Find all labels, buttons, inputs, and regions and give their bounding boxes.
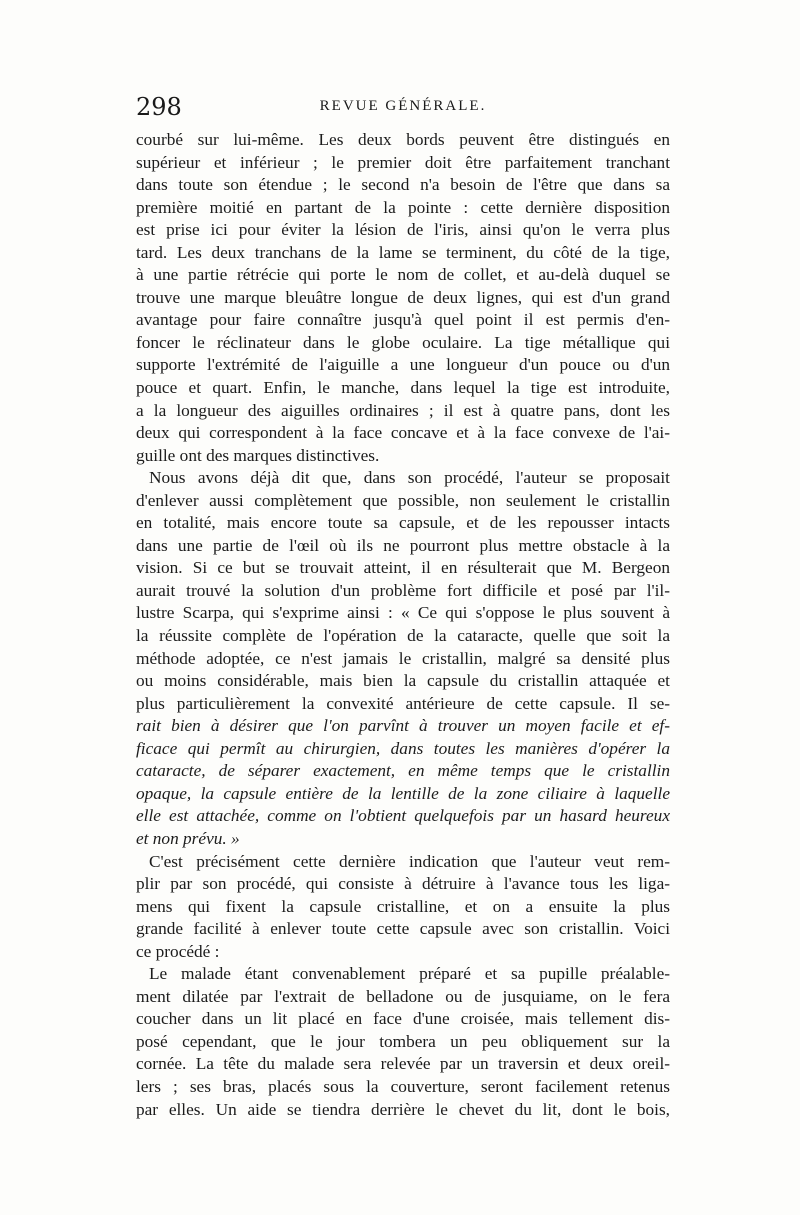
text-line: foncer le réclinateur dans le globe oculaire. La tige métallique qui	[136, 332, 670, 352]
italic-text-line: opaque, la capsule entière de la lentille de la zone ciliaire à laquelle	[136, 783, 670, 803]
text-line: lers ; ses bras, placés sous la couverture, seront facilement retenus	[136, 1076, 670, 1096]
text-line: grande facilité à enlever toute cette capsule avec son cristallin. Voici	[136, 919, 670, 939]
text-line: en totalité, mais encore toute sa capsule, et de les repousser intacts	[136, 513, 670, 533]
text-line: méthode adoptée, ce n'est jamais le cristallin, malgré sa densité plus	[136, 648, 670, 668]
text-line: dans toute son étendue ; le second n'a besoin de l'être que dans sa	[136, 175, 670, 195]
text-line: tard. Les deux tranchans de la lame se terminent, du côté de la tige,	[136, 242, 670, 262]
text-line: par elles. Un aide se tiendra derrière le chevet du lit, dont le bois,	[136, 1099, 670, 1119]
text-line: est prise ici pour éviter la lésion de l'iris, ainsi qu'on le verra plus	[136, 220, 670, 240]
text-line: ce procédé :	[136, 941, 220, 961]
text-line: Nous avons déjà dit que, dans son procédé, l'auteur se proposait	[149, 468, 670, 488]
text-line: aurait trouvé la solution d'un problème fort difficile et posé par l'il-	[136, 580, 670, 600]
text-line: la réussite complète de l'opération de la cataracte, quelle que soit la	[136, 626, 670, 646]
text-line: lustre Scarpa, qui s'exprime ainsi : « Ce qui s'oppose le plus souvent à	[136, 603, 670, 623]
page-number: 298	[136, 93, 182, 121]
text-line: cornée. La tête du malade sera relevée par un traversin et deux oreil-	[136, 1054, 670, 1074]
italic-text-line: cataracte, de séparer exactement, en même temps que le cristallin	[136, 761, 670, 781]
text-line: dans une partie de l'œil où ils ne pourront plus mettre obstacle à la	[136, 535, 670, 555]
page-header	[136, 93, 670, 123]
text-line: à une partie rétrécie qui porte le nom de collet, et au-delà duquel se	[136, 265, 670, 285]
text-line: ment dilatée par l'extrait de belladone ou de jusquiame, on le fera	[136, 986, 670, 1006]
text-line: plir par son procédé, qui consiste à détruire à l'avance tous les liga-	[136, 874, 670, 894]
text-line: avantage pour faire connaître jusqu'à quel point il est permis d'en-	[136, 310, 670, 330]
text-line: pouce et quart. Enfin, le manche, dans lequel la tige est introduite,	[136, 378, 670, 398]
text-line: C'est précisément cette dernière indication que l'auteur veut rem-	[149, 851, 670, 871]
italic-text-line: rait bien à désirer que l'on parvînt à trouver un moyen facile et ef-	[136, 716, 670, 736]
text-line: courbé sur lui-même. Les deux bords peuvent être distingués en	[136, 130, 670, 149]
text-line: deux qui correspondent à la face concave et à la face convexe de l'ai-	[136, 423, 670, 443]
text-line: ou moins considérable, mais bien la capsule du cristallin attaquée et	[136, 671, 670, 691]
text-line: plus particulièrement la convexité antérieure de cette capsule. Il se-	[136, 693, 670, 713]
text-line: coucher dans un lit placé en face d'une croisée, mais tellement dis-	[136, 1009, 670, 1029]
body-text	[136, 129, 670, 1121]
text-line: supporte l'extrémité de l'aiguille a une longueur d'un pouce ou d'un	[136, 355, 670, 375]
italic-text-line: et non prévu. »	[136, 828, 240, 848]
text-line: guille ont des marques distinctives.	[136, 445, 380, 465]
italic-text-line: elle est attachée, comme on l'obtient quelquefois par un hasard heureux	[136, 806, 670, 826]
running-title: REVUE GÉNÉRALE.	[319, 98, 487, 114]
text-line: supérieur et inférieur ; le premier doit être parfaitement tranchant	[136, 152, 670, 172]
text-line: première moitié en partant de la pointe : cette dernière disposition	[136, 197, 670, 217]
text-line: a la longueur des aiguilles ordinaires ; il est à quatre pans, dont les	[136, 400, 670, 420]
italic-text-line: ficace qui permît au chirurgien, dans toutes les manières d'opérer la	[136, 738, 670, 758]
text-line: trouve une marque bleuâtre longue de deux lignes, qui est d'un grand	[136, 287, 670, 307]
text-line: vision. Si ce but se trouvait atteint, il en résulterait que M. Bergeon	[136, 558, 670, 578]
text-line: mens qui fixent la capsule cristalline, et on a ensuite la plus	[136, 896, 670, 916]
text-line: d'enlever aussi complètement que possible, non seulement le cristallin	[136, 490, 670, 510]
text-line: Le malade étant convenablement préparé et sa pupille préalable-	[149, 964, 670, 984]
text-line: posé cependant, que le jour tombera un peu obliquement sur la	[136, 1031, 670, 1051]
